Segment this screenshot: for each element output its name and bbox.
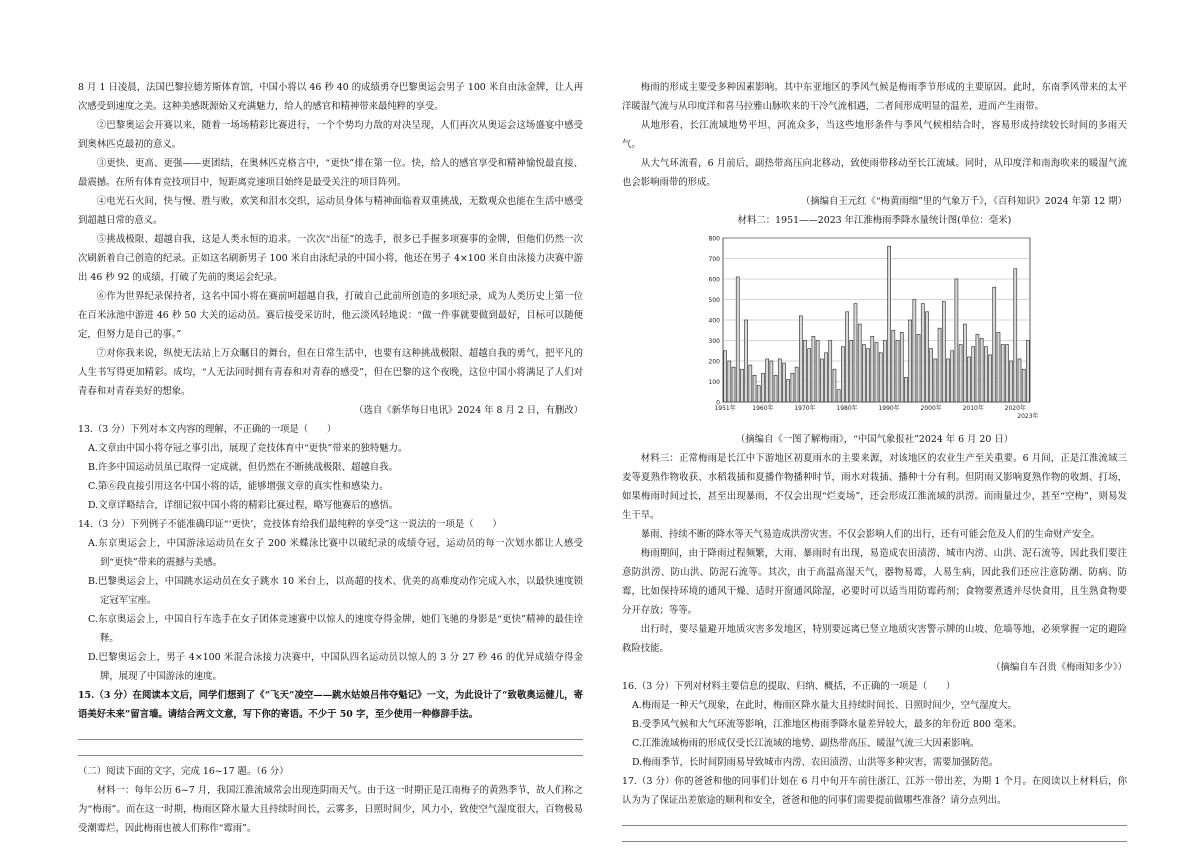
- y-tick-label: 800: [708, 235, 720, 243]
- x-tick-label: 2000年: [920, 405, 942, 412]
- rainfall-chart: [697, 230, 1042, 426]
- x-tick-label: 2023年: [1017, 413, 1039, 420]
- bar: [972, 347, 975, 402]
- article-paragraph: ④电光石火间，快与慢、胜与败，欢笑和泪水交织，运动员身体与精神面临着双重挑战，无数观众也能在生活中感受到超越日常的意义。: [78, 196, 583, 226]
- q16-option-c: C.江淮流域梅雨的形成仅受长江流域的地势、副热带高压、暖湿气流三大因素影响。: [632, 738, 980, 749]
- article-paragraph: 从大气环流看，6 月前后，副热带高压向北移动，致使雨带移动至长江流域。同时，从印度洋和南海吹来的暖湿气流也会影响雨带的形成。: [622, 158, 1127, 188]
- article-paragraph: 梅雨的形成主要受多种因素影响。其中东亚地区的季风气候是梅雨季节形成的主要原因。此时，东南季风带来的太平洋暖湿气流与从印度洋和喜马拉雅山脉吹来的干冷气流相遇，二者间形成明显的温差，进而产生雨带。: [622, 82, 1127, 112]
- bar: [774, 375, 777, 402]
- q14-option-d: D.巴黎奥运会上，男子 4×100 米混合泳接力决赛中，中国队四名运动员以惊人的 3 分 27 秒 46 的优异成绩夺得金牌，展现了中国游泳的速度。: [88, 652, 583, 682]
- question-13: 13.（3 分）下列对本文内容的理解，不正确的一项是（ ）: [78, 424, 337, 435]
- article-paragraph: 暴雨、持续不断的降水等天气易造成洪涝灾害。不仅会影响人们的出行，还有可能会危及人们的生命财产安全。: [640, 529, 1101, 540]
- bar: [984, 347, 987, 402]
- bar: [732, 367, 735, 402]
- bar: [900, 332, 903, 402]
- bar: [980, 338, 983, 402]
- bar: [1001, 345, 1004, 402]
- bar: [825, 353, 828, 402]
- bar: [913, 300, 916, 403]
- q13-option-c: C.第⑥段直接引用这名中国小将的话，能够增强文章的真实性和感染力。: [88, 481, 389, 492]
- x-tick-label: 2020年: [1004, 405, 1026, 412]
- bar: [799, 316, 802, 402]
- bar: [820, 359, 823, 402]
- answer-line[interactable]: [78, 740, 583, 756]
- y-tick-label: 700: [708, 256, 720, 263]
- bar: [904, 377, 907, 402]
- bar: [930, 349, 933, 402]
- q14-option-b: B.巴黎奥运会上，中国跳水运动员在女子跳水 10 米台上，以高超的技术、优美的高难度动作完成入水，以最快速度锁定冠军宝座。: [88, 576, 583, 606]
- bar: [841, 347, 844, 402]
- q16-option-b: B.受季风气候和大气环流等影响，江淮地区梅雨季降水量差异较大，最多的年份近 800 毫米。: [632, 719, 1022, 730]
- bar: [816, 341, 819, 403]
- chart-title: 材料二：1951——2023 年江淮梅雨季降水量统计图(单位：毫米): [737, 215, 1012, 226]
- bar: [921, 304, 924, 402]
- x-tick-label: 2010年: [962, 405, 984, 412]
- bar: [871, 336, 874, 402]
- bar: [728, 361, 731, 402]
- section-heading: （二）阅读下面的文字，完成 16~17 题。（6 分）: [78, 766, 289, 777]
- bar: [883, 341, 886, 403]
- bar: [1005, 345, 1008, 402]
- source-3: （摘编自车召贵《梅雨知多少》）: [991, 662, 1127, 673]
- question-16: 16.（3 分）下列对材料主要信息的提取、归纳、概括，不正确的一项是（ ）: [622, 681, 956, 692]
- bar: [909, 320, 912, 402]
- bar: [959, 345, 962, 402]
- answer-line[interactable]: [622, 810, 1127, 826]
- material-one: 材料一：每年公历 6~7 月，我国江淮流域常会出现连阴雨天气。由于这一时期正是江南梅子的黄熟季节，故人们称之为“梅雨”。而在这一时期，梅雨区降水量大且持续时间长，云雾多，日照时间少，风力小，致使空气湿度很大，百物极易受潮霉烂，因此梅雨也被人们称作“霉雨”。: [78, 785, 583, 834]
- bar: [791, 373, 794, 402]
- bar: [942, 302, 945, 402]
- left-column: [78, 78, 583, 838]
- bar: [989, 355, 992, 402]
- bar: [968, 357, 971, 402]
- bar: [833, 369, 836, 402]
- bar: [829, 341, 832, 403]
- bar: [782, 363, 785, 402]
- y-tick-label: 200: [708, 358, 720, 366]
- bar: [1014, 269, 1017, 402]
- article-paragraph: ⑤挑战极限、超越自我，这是人类永恒的追求。一次次“出征”的选手，很多已手握多项赛事的金牌，但他们仍然一次次刷新着自己创造的纪录。正如这名刷新男子 100 米自由泳纪录的中国小将，他还在男子 4×100 米自由泳接力决赛中游出 46 秒 92 的成绩，打破了先前的奥运会纪录。: [78, 234, 583, 283]
- bar: [888, 246, 891, 402]
- bar: [766, 359, 769, 402]
- bar: [757, 386, 760, 402]
- y-tick-label: 600: [708, 276, 720, 284]
- article-paragraph: ③更快、更高、更强——更团结，在奥林匹克格言中，“更快”排在第一位。快，给人的感官享受和精神愉悦最直接、最震撼。在所有体育竞技项目中，短距离竞速项目始终是最受关注的项目阵列。: [78, 158, 583, 188]
- bar: [808, 349, 811, 402]
- bar: [740, 369, 743, 402]
- bar: [875, 343, 878, 402]
- article-paragraph: ②巴黎奥运会开赛以来，随着一场场精彩比赛进行，一个个势均力敌的对决呈现，人们再次从奥运会这场盛宴中感受到奥林匹克最初的意义。: [78, 120, 583, 150]
- right-column: [622, 78, 1127, 842]
- bar: [993, 287, 996, 402]
- question-15: 15.（3 分）在阅读本文后，同学们想到了《“飞天”凌空——跳水姑娘吕伟夺魁记》一文，为此设计了“致敬奥运健儿，寄语美好未来”留言墙。请结合两文文意，写下你的寄语。不少于 50 字，至少使用一种修辞手法。: [78, 690, 583, 720]
- article-paragraph: ⑦对你我来说，纵使无法站上万众瞩目的舞台，但在日常生活中，也要有这种挑战极限、超越自我的勇气，把平凡的人生书写得更加精彩。成均，“人无法同时拥有青春和对青春的感受”，但在巴黎的这个夜晚，这位中国小将满足了人们对青春和对青春美好的想象。: [78, 348, 583, 397]
- bar: [803, 341, 806, 403]
- bar: [1026, 341, 1029, 403]
- y-tick-label: 500: [708, 297, 720, 304]
- chart-svg: [697, 230, 1042, 426]
- source-2: （摘编自《一图了解梅雨》，“中国气象报社”2024 年 6 月 20 日）: [735, 434, 1014, 445]
- q14-option-c: C.东京奥运会上，中国自行车选手在女子团体竞速赛中以惊人的速度夺得金牌，她们飞驰的身影是“更快”精神的最佳诠释。: [88, 614, 583, 644]
- bar: [892, 330, 895, 402]
- article-paragraph: 从地形看，长江流域地势平坦、河流众多，当这些地形条件与季风气候相结合时，容易形成持续较长时间的多雨天气。: [622, 120, 1127, 150]
- y-tick-label: 0: [716, 399, 720, 407]
- bar: [1022, 369, 1025, 402]
- x-tick-label: 1970年: [794, 405, 816, 412]
- bar: [917, 334, 920, 402]
- bar: [925, 312, 928, 402]
- q16-option-a: A.梅雨是一种天气现象，在此时，梅雨区降水量大且持续时间长、日照时间少，空气湿度大。: [632, 700, 1017, 711]
- q16-option-d: D.梅雨季节，长时间阴雨易导致城市内涝、农田渍涝、山洪等多种灾害，需要加强防范。: [632, 757, 999, 768]
- bar: [850, 341, 853, 403]
- bar: [778, 359, 781, 402]
- q14-option-a: A.东京奥运会上，中国游泳运动员在女子 200 米蝶泳比赛中以破纪录的成绩夺冠，运动员的每一次划水都让人感受到“更快”带来的震撼与美感。: [88, 538, 583, 568]
- bar: [837, 390, 840, 402]
- y-tick-label: 300: [708, 338, 720, 345]
- question-17: 17.（3 分）你的爸爸和他的同事们计划在 6 月中旬开车前往浙江、江苏一带出差，为期 1 个月。在阅读以上材料后，你认为为了保证出差旅途的顺利和安全，爸爸和他的同事们需要提前做哪些准备？请分点列出。: [622, 776, 1127, 806]
- article-paragraph: 出行时，要尽量避开地质灾害多发地区，特别要远离已竖立地质灾害警示牌的山坡、危墙等地，必须掌握一定的避险救险技能。: [622, 624, 1127, 654]
- question-14: 14.（3 分）下列例子不能准确印证“‘更快’，竞技体育给我们最纯粹的享受”这一说法的一项是（ ）: [78, 519, 502, 530]
- bar: [812, 336, 815, 402]
- bar: [934, 359, 937, 402]
- bar: [896, 341, 899, 403]
- answer-line[interactable]: [622, 826, 1127, 842]
- q13-option-d: D.文章详略结合，详细记叙中国小将的精彩比赛过程，略写他赛后的感悟。: [88, 500, 399, 511]
- article-paragraph: ⑥作为世界纪录保持者，这名中国小将在赛前呵超越自我，打破自己此前所创造的多项纪录，成为人类历史上第一位在百米泳池中游进 46 秒 50 大关的运动员。赛后接受采访时，他云淡风轻地说：“做一件事就要做到最好，目标可以随便定，但努力是自己的事。”: [78, 291, 583, 340]
- bar: [879, 353, 882, 402]
- y-tick-label: 100: [708, 379, 720, 386]
- q13-option-b: B.许多中国运动员虽已取得一定成就，但仍然在不断挑战极限、超越自我。: [88, 462, 398, 473]
- bar: [1010, 361, 1013, 402]
- bar: [858, 324, 861, 402]
- x-tick-label: 1960年: [752, 405, 774, 412]
- bar: [938, 328, 941, 402]
- bar: [946, 359, 949, 402]
- q13-option-a: A.文章由中国小将夺冠之事引出，展现了竞技体育中“更快”带来的独特魅力。: [88, 443, 408, 454]
- x-tick-label: 1980年: [836, 405, 858, 412]
- bar: [795, 367, 798, 402]
- bar: [846, 312, 849, 402]
- bar: [724, 351, 727, 402]
- article-source: （选自《新华每日电讯》2024 年 8 月 2 日，有删改）: [354, 405, 583, 416]
- source-1: （摘编自王元红《“梅黄雨细”里的气象万千》，《百科知识》2024 年第 12 期）: [800, 196, 1127, 207]
- bar: [745, 320, 748, 402]
- article-paragraph: 8 月 1 日凌晨，法国巴黎拉德芳斯体育馆，中国小将以 46 秒 40 的成绩勇夺巴黎奥运会男子 100 米自由泳金牌，让人再次感受到速度之美。这种美感既源始又充满魅力，给人的感官和精神带来最纯粹的享受。: [78, 82, 583, 112]
- bar: [770, 361, 773, 402]
- y-tick-label: 400: [708, 317, 720, 325]
- bar: [854, 304, 857, 402]
- bar: [749, 365, 752, 402]
- bar: [867, 349, 870, 402]
- material-three: 材料三：正常梅雨是长江中下游地区初夏雨水的主要来源，对该地区的农业生产至关重要。6 月间，正是江淮流域三麦等夏熟作物收获、水稻栽插和夏播作物播种时节，雨水对栽插、播种十分有利。但阴雨又影响夏熟作物的收割、打场，如果梅雨时间过长，甚至出现暴雨，不仅会出现“烂麦场”，还会形成江淮流域的洪涝。而雨量过少，甚至“空梅”，则易发生干旱。: [622, 453, 1127, 521]
- bar: [997, 332, 1000, 402]
- bar: [787, 379, 790, 402]
- bar: [862, 345, 865, 402]
- x-tick-label: 1951年: [714, 405, 736, 412]
- bar: [955, 279, 958, 402]
- bar: [976, 334, 979, 402]
- bar: [736, 277, 739, 402]
- bar: [951, 351, 954, 402]
- bar: [753, 375, 756, 402]
- bar: [761, 373, 764, 402]
- bar: [963, 324, 966, 402]
- article-paragraph: 梅雨期间，由于降雨过程频繁，大雨、暴雨时有出现，易造成农田渍涝、城市内涝、山洪、泥石流等，因此我们要注意防洪涝、防山洪、防泥石流等。其次，由于高温高湿天气，器物易霉，人易生病，因此我们还应注意防潮、防病、防霉，比如保持环境的通风干燥、适时开窗通风除湿，必要时可以适当用防霉药剂；食物要煮透并尽快食用，且生熟食物要分开存放；等等。: [622, 548, 1127, 616]
- x-tick-label: 1990年: [878, 405, 900, 412]
- answer-line[interactable]: [78, 724, 583, 740]
- bar: [1018, 359, 1021, 402]
